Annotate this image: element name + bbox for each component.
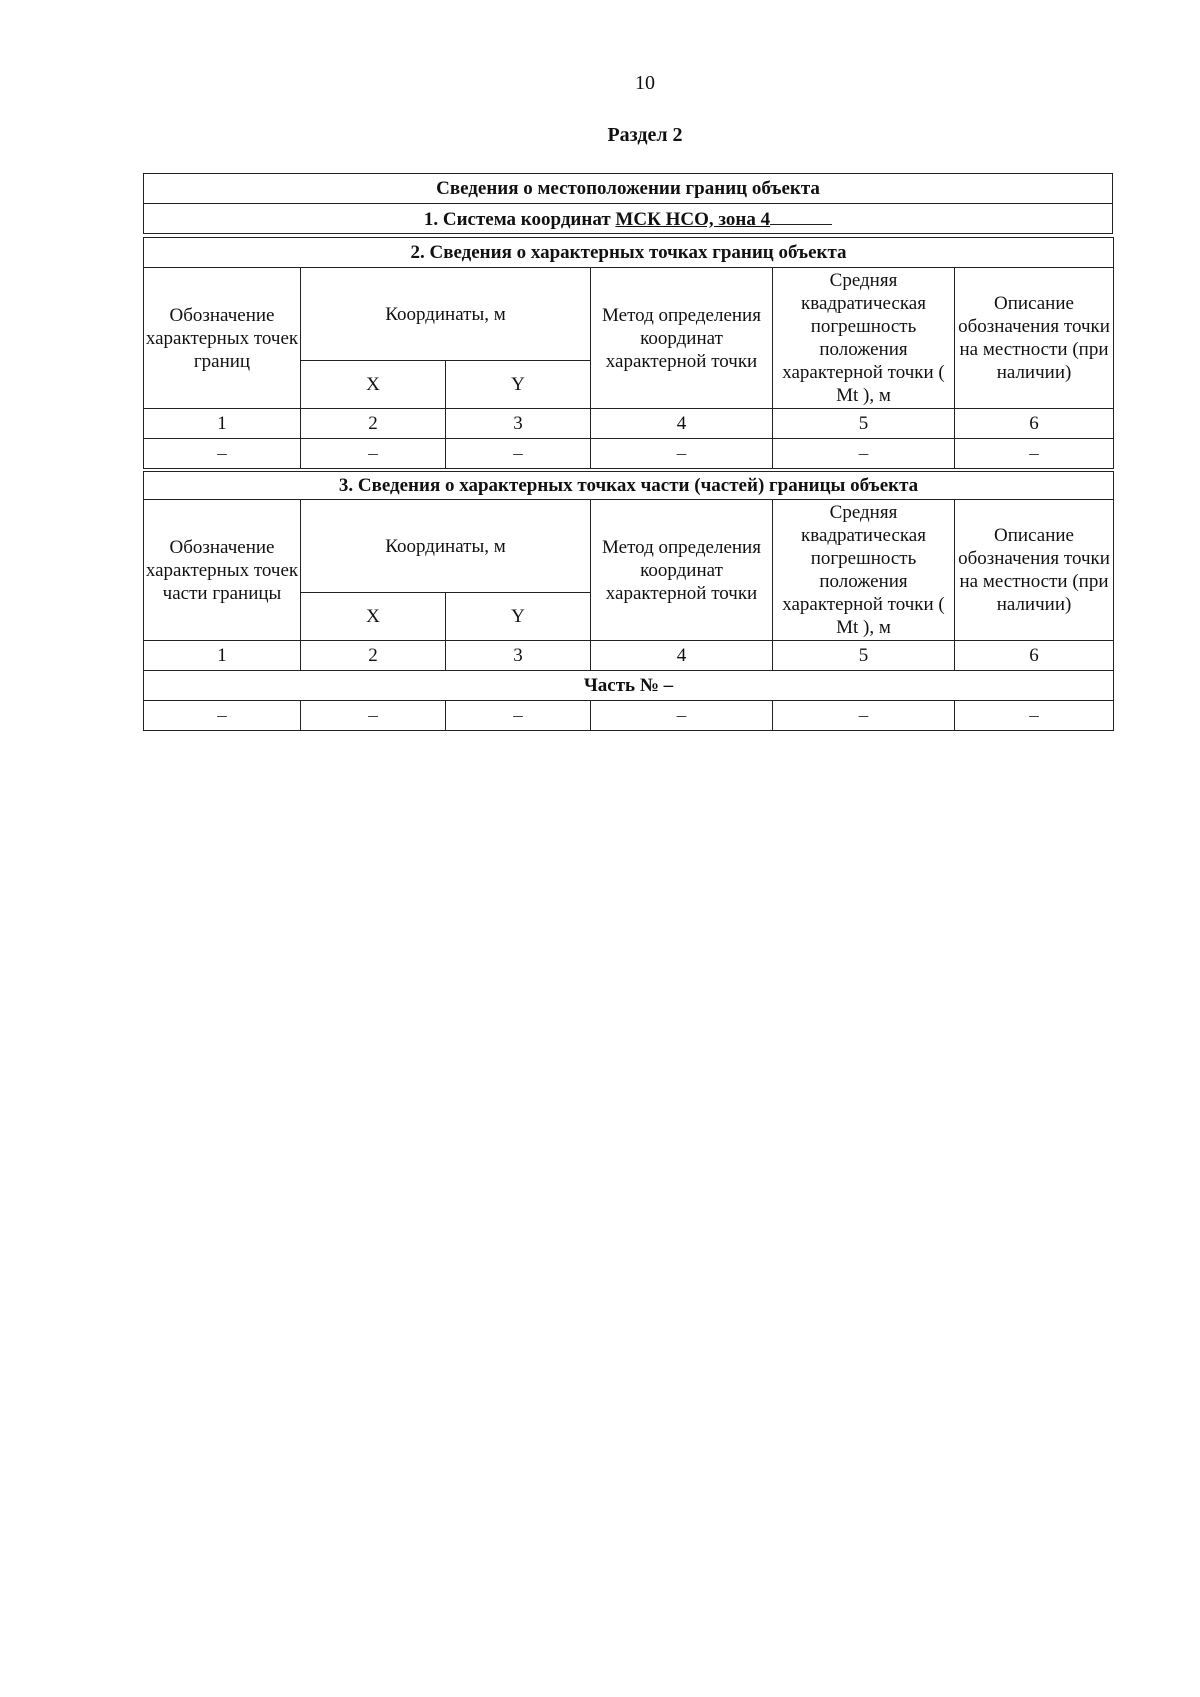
block3-num-4: 4: [591, 641, 773, 671]
block3-title: 3. Сведения о характерных точках части (частей) границы объекта: [144, 472, 1114, 500]
block2-num-1: 1: [144, 409, 301, 439]
block2-num-3: 3: [446, 409, 591, 439]
block3-cell-1: –: [144, 701, 301, 731]
title-table: [143, 173, 1113, 234]
block3-number-row: [144, 641, 1114, 671]
block2-num-5: 5: [773, 409, 955, 439]
block2-cell-6: –: [955, 439, 1114, 469]
coord-system-blank: [770, 206, 832, 225]
table-row: [144, 701, 1114, 731]
coord-system-label: 1. Система координат: [423, 209, 611, 230]
block2-header-method: Метод определения координат характерной точки: [591, 268, 773, 409]
page-number: 10: [635, 72, 655, 94]
block2-cell-2: –: [301, 439, 446, 469]
block2-num-6: 6: [955, 409, 1114, 439]
block2-header-x: X: [301, 361, 446, 409]
block3-num-5: 5: [773, 641, 955, 671]
block2-cell-4: –: [591, 439, 773, 469]
block3-num-3: 3: [446, 641, 591, 671]
block2-cell-3: –: [446, 439, 591, 469]
block2-cell-5: –: [773, 439, 955, 469]
block2-title: 2. Сведения о характерных точках границ объекта: [144, 238, 1114, 268]
block3-header-col1: Обозначение характерных точек части границы: [144, 500, 301, 641]
block3-cell-4: –: [591, 701, 773, 731]
block2-num-4: 4: [591, 409, 773, 439]
block2-header-col1: Обозначение характерных точек границ: [144, 268, 301, 409]
block2-header-error: Средняя квадратическая погрешность положения характерной точки ( Mt ), м: [773, 268, 955, 409]
block2-header-y: Y: [446, 361, 591, 409]
main-title: Сведения о местоположении границ объекта: [144, 174, 1113, 204]
block3-header-coords: Координаты, м: [301, 500, 591, 593]
block2-num-2: 2: [301, 409, 446, 439]
block3-cell-3: –: [446, 701, 591, 731]
section-title: Раздел 2: [607, 124, 683, 146]
block3-header-desc: Описание обозначения точки на местности (при наличии): [955, 500, 1114, 641]
block3-cell-2: –: [301, 701, 446, 731]
coord-system-value: МСК НСО, зона 4: [615, 209, 771, 230]
block3-header-error: Средняя квадратическая погрешность положения характерной точки ( Mt ), м: [773, 500, 955, 641]
block3-header-y: Y: [446, 593, 591, 641]
block2-cell-1: –: [144, 439, 301, 469]
block3-cell-5: –: [773, 701, 955, 731]
block2-header-coords: Координаты, м: [301, 268, 591, 361]
boundary-points-table: [143, 237, 1114, 469]
block3-num-6: 6: [955, 641, 1114, 671]
block3-cell-6: –: [955, 701, 1114, 731]
part-boundary-points-table: [143, 471, 1114, 731]
coord-system-row: [144, 204, 1113, 234]
block3-num-2: 2: [301, 641, 446, 671]
block3-num-1: 1: [144, 641, 301, 671]
block3-part-label: Часть № –: [144, 671, 1114, 701]
block2-header-desc: Описание обозначения точки на местности (при наличии): [955, 268, 1114, 409]
block3-header-method: Метод определения координат характерной точки: [591, 500, 773, 641]
block2-number-row: [144, 409, 1114, 439]
table-row: [144, 439, 1114, 469]
block3-header-x: X: [301, 593, 446, 641]
